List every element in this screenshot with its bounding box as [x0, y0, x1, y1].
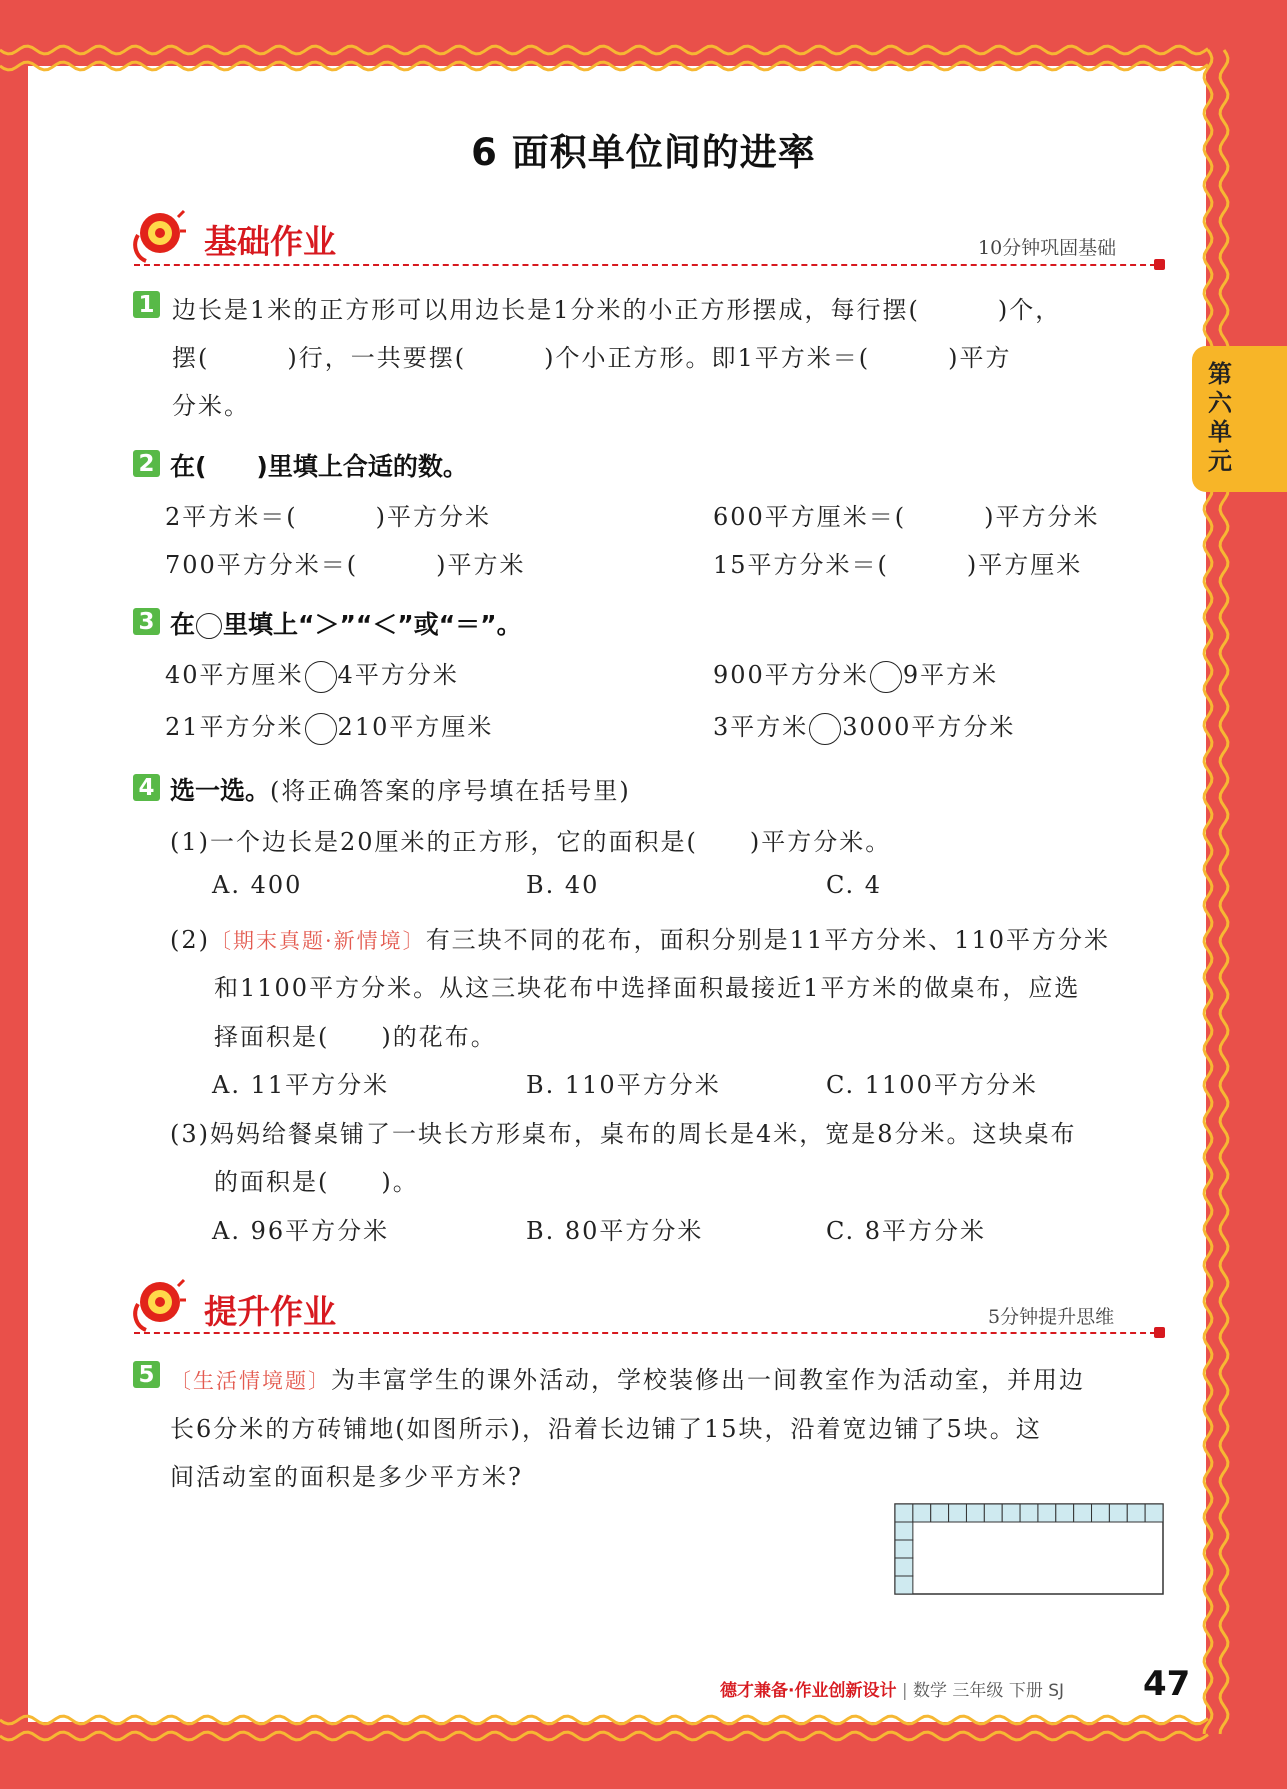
q4-p3-line1: (3)妈妈给餐桌铺了一块长方形桌布，桌布的周长是4米，宽是8分米。这块桌布 [170, 1120, 1077, 1148]
q5-text: 为丰富学生的课外活动，学校装修出一间教室作为活动室，并用边 [331, 1366, 1085, 1394]
q4-p2-tag: 〔期末真题·新情境〕 [210, 929, 426, 953]
option: A. 96平方分米 [212, 1217, 390, 1245]
q3-stem [170, 605, 522, 641]
tile-long-edge [1038, 1504, 1056, 1522]
answer-circle[interactable] [870, 661, 902, 693]
q2-item: 15平方分米＝( )平方厘米 [713, 551, 1083, 579]
section-subtitle-advanced: 5分钟提升思维 [988, 1306, 1115, 1328]
q4-p2-prefix: (2) [170, 926, 210, 954]
q3-right: 3000平方分米 [842, 713, 1016, 741]
divider-end-mark [1154, 1327, 1165, 1338]
option: B. 110平方分米 [526, 1071, 721, 1099]
q4-stem: 选一选。 [170, 776, 271, 805]
unit-tab-label: 第六单元 [1208, 360, 1232, 475]
q5-tag: 〔生活情境题〕 [170, 1369, 331, 1393]
q4-p2-text: 有三块不同的花布，面积分别是11平方分米、110平方分米 [425, 926, 1111, 954]
footer-brand: 德才兼备·作业创新设计 [720, 1681, 897, 1701]
question-number: 2 [133, 450, 160, 477]
bell-icon [130, 205, 186, 265]
bell-icon [130, 1274, 186, 1334]
q5-line2: 长6分米的方砖铺地(如图所示)，沿着长边铺了15块，沿着宽边铺了5块。这 [170, 1415, 1042, 1443]
page-title: 6 面积单位间的进率 [471, 131, 816, 174]
q2-stem: 在( )里填上合适的数。 [170, 452, 468, 481]
option: B. 40 [526, 871, 600, 899]
tile-long-edge [1145, 1504, 1163, 1522]
section-title-advanced: 提升作业 [204, 1292, 336, 1331]
q5-line3: 间活动室的面积是多少平方米? [170, 1463, 523, 1491]
q3-stem-b: 里填上“＞”“＜”或“＝”。 [223, 610, 522, 639]
q1-line3: 分米。 [172, 392, 250, 420]
q3-left: 21平方分米 [165, 713, 304, 741]
option: B. 80平方分米 [526, 1217, 704, 1245]
tile-floor-figure [894, 1503, 1164, 1595]
q3-left: 3平方米 [713, 713, 809, 741]
tile-wide-edge [895, 1522, 913, 1540]
tile-long-edge [949, 1504, 967, 1522]
question-number: 4 [133, 774, 160, 801]
q5-line1 [170, 1360, 1085, 1395]
option: A. 11平方分米 [212, 1071, 390, 1099]
q3-stem-a: 在 [170, 610, 196, 639]
tile-long-edge [895, 1504, 913, 1522]
q2-item: 600平方厘米＝( )平方分米 [713, 503, 1100, 531]
question-number: 1 [133, 291, 160, 318]
q1-line2: 摆( )行，一共要摆( )个小正方形。即1平方米＝( )平方 [172, 344, 1012, 372]
footer-text: 德才兼备·作业创新设计 | 数学 三年级 下册 SJ [720, 1681, 1065, 1701]
answer-circle[interactable] [305, 713, 337, 745]
compare-circle-icon [196, 613, 222, 639]
q4-p1-text: (1)一个边长是20厘米的正方形，它的面积是( )平方分米。 [170, 828, 892, 856]
q3-item [713, 655, 998, 693]
q3-left: 40平方厘米 [165, 661, 304, 689]
q3-right: 210平方厘米 [337, 713, 494, 741]
tile-long-edge [1127, 1504, 1145, 1522]
q3-left: 900平方分米 [713, 661, 869, 689]
q4-stem-row [170, 771, 631, 807]
section-divider [134, 264, 1156, 266]
option: C. 4 [826, 871, 883, 899]
q3-right: 9平方米 [902, 661, 999, 689]
section-divider [134, 1332, 1156, 1334]
page-number: 47 [1143, 1664, 1191, 1704]
tile-wide-edge [895, 1576, 913, 1594]
tile-wide-edge [895, 1540, 913, 1558]
tile-long-edge [984, 1504, 1002, 1522]
footer-info: 数学 三年级 下册 SJ [913, 1681, 1065, 1701]
tile-long-edge [1074, 1504, 1092, 1522]
q4-p2-line2: 和1100平方分米。从这三块花布中选择面积最接近1平方米的做桌布，应选 [214, 974, 1081, 1002]
section-title-basic: 基础作业 [204, 222, 336, 261]
q3-right: 4平方分米 [337, 661, 459, 689]
question-number: 5 [133, 1361, 160, 1388]
option: A. 400 [212, 871, 303, 899]
tile-long-edge [1056, 1504, 1074, 1522]
q4-p3-line2: 的面积是( )。 [214, 1168, 419, 1196]
question-number: 3 [133, 608, 160, 635]
divider-end-mark [1154, 259, 1165, 270]
q4-p2-line1 [170, 920, 1110, 955]
section-subtitle-basic: 10分钟巩固基础 [978, 237, 1117, 259]
tile-long-edge [931, 1504, 949, 1522]
q4-stem-note: (将正确答案的序号填在括号里) [270, 777, 631, 805]
tile-long-edge [1109, 1504, 1127, 1522]
q3-item [713, 707, 1015, 745]
answer-circle[interactable] [809, 713, 841, 745]
q1-line1: 边长是1米的正方形可以用边长是1分米的小正方形摆成，每行摆( )个， [172, 296, 1062, 324]
answer-circle[interactable] [305, 661, 337, 693]
tile-long-edge [1020, 1504, 1038, 1522]
q4-p2-line3: 择面积是( )的花布。 [214, 1023, 497, 1051]
q2-item: 2平方米＝( )平方分米 [165, 503, 491, 531]
q3-item [165, 655, 459, 693]
tile-long-edge [913, 1504, 931, 1522]
tile-long-edge [966, 1504, 984, 1522]
option: C. 8平方分米 [826, 1217, 987, 1245]
tile-long-edge [1092, 1504, 1110, 1522]
tile-wide-edge [895, 1558, 913, 1576]
q2-item: 700平方分米＝( )平方米 [165, 551, 526, 579]
q3-item [165, 707, 493, 745]
option: C. 1100平方分米 [826, 1071, 1038, 1099]
tile-long-edge [1002, 1504, 1020, 1522]
